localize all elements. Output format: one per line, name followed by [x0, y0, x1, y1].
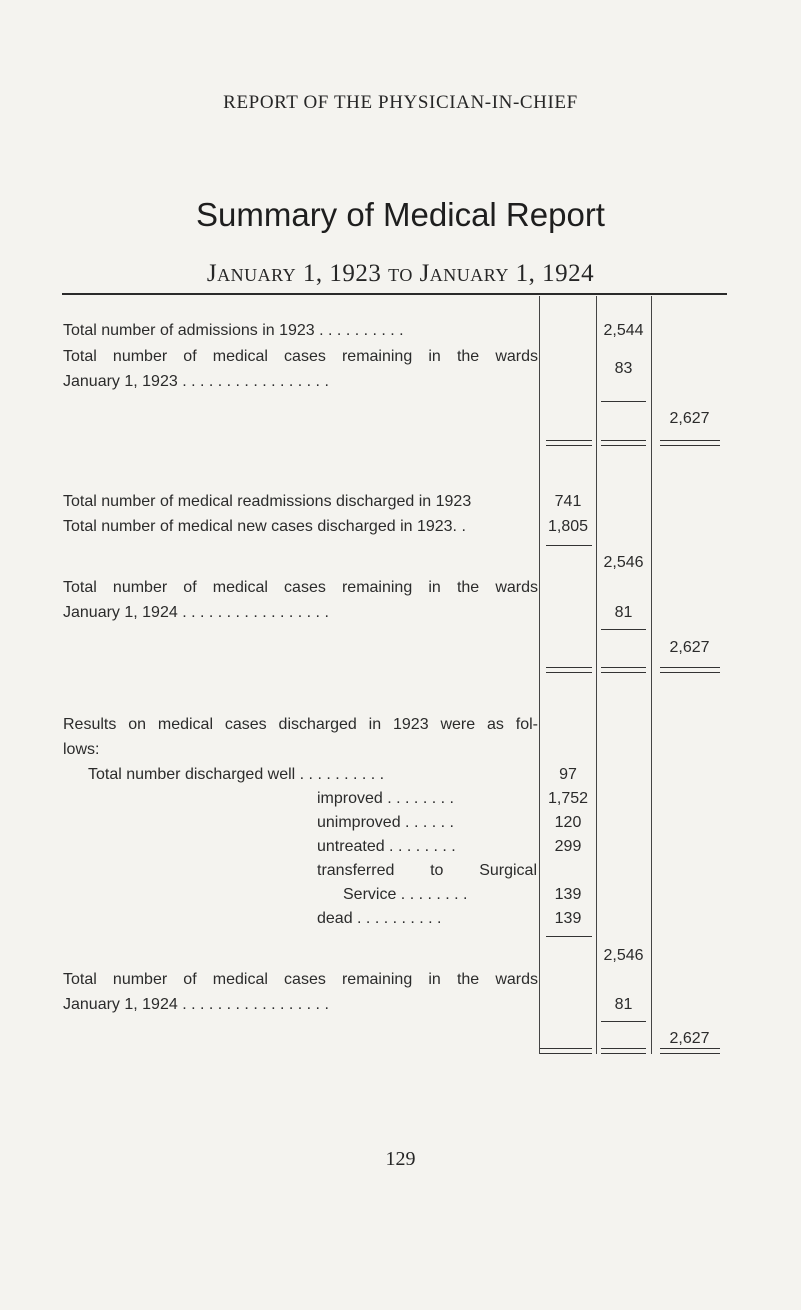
unimproved-value: 120 — [554, 814, 582, 831]
remaining-1924-value: 81 — [614, 604, 633, 621]
improved-value: 1,752 — [547, 790, 589, 807]
new-cases-label: Total number of medical new cases discharged in 1923. . — [63, 518, 466, 535]
page-title: Summary of Medical Report — [196, 196, 605, 233]
admissions-label: Total number of admissions in 1923 . . . . . . . . . . — [63, 322, 404, 339]
transferred-value: 139 — [554, 886, 582, 903]
running-header: REPORT OF THE PHYSICIAN-IN-CHIEF — [223, 92, 578, 113]
admissions-value: 2,544 — [603, 322, 644, 339]
total-rule — [601, 667, 646, 673]
dead-label: dead . . . . . . . . . . — [317, 910, 442, 927]
transferred-label-line1: transferred to Surgical — [317, 862, 537, 879]
total-rule — [601, 440, 646, 446]
total-rule — [660, 440, 720, 446]
section2-total: 2,627 — [669, 639, 710, 656]
subtotal-rule — [601, 629, 646, 630]
remaining-1923-label-line1: Total number of medical cases remaining in the wards — [63, 348, 538, 365]
new-cases-value: 1,805 — [547, 518, 589, 535]
untreated-value: 299 — [554, 838, 582, 855]
subtotal-rule — [601, 1021, 646, 1022]
dead-value: 139 — [554, 910, 582, 927]
results-remaining-label-line1: Total number of medical cases remaining in the wards — [63, 971, 538, 988]
total-rule — [546, 440, 592, 446]
discharged-well-value: 97 — [559, 766, 577, 783]
results-remaining-value: 81 — [614, 996, 633, 1013]
remaining-1924-label-line2: January 1, 1924 . . . . . . . . . . . . . . . . . — [63, 604, 329, 621]
top-rule — [62, 293, 727, 295]
summary-table — [0, 296, 801, 1056]
unimproved-label: unimproved . . . . . . — [317, 814, 454, 831]
results-remaining-label-line2: January 1, 1924 . . . . . . . . . . . . . . . . . — [63, 996, 329, 1013]
remaining-1924-label-line1: Total number of medical cases remaining in the wards — [63, 579, 538, 596]
subtotal-rule — [546, 545, 592, 546]
results-discharged-sum: 2,546 — [603, 947, 644, 964]
total-rule — [601, 1048, 646, 1054]
readmissions-value: 741 — [554, 493, 582, 510]
total-rule — [660, 667, 720, 673]
discharged-sum: 2,546 — [603, 554, 644, 571]
remaining-1923-value: 83 — [614, 360, 633, 377]
results-intro-line2: lows: — [63, 741, 100, 758]
section1-total: 2,627 — [669, 410, 710, 427]
section3-total: 2,627 — [669, 1030, 710, 1047]
total-rule — [660, 1048, 720, 1054]
untreated-label: untreated . . . . . . . . — [317, 838, 456, 855]
remaining-1923-label-line2: January 1, 1923 . . . . . . . . . . . . . . . . . — [63, 373, 329, 390]
page-number: 129 — [385, 1148, 416, 1170]
column-divider — [596, 296, 597, 1054]
transferred-label-line2: Service . . . . . . . . — [343, 886, 468, 903]
results-intro-line1: Results on medical cases discharged in 1923 were as fol- — [63, 716, 538, 733]
subtotal-rule — [601, 401, 646, 402]
date-range-subtitle: January 1, 1923 to January 1, 1924 — [206, 260, 595, 287]
discharged-well-label: Total number discharged well . . . . . . . . . . — [88, 766, 385, 783]
total-rule — [540, 1048, 592, 1054]
subtotal-rule — [546, 936, 592, 937]
improved-label: improved . . . . . . . . — [317, 790, 454, 807]
total-rule — [546, 667, 592, 673]
readmissions-label: Total number of medical readmissions discharged in 1923 — [63, 493, 472, 510]
column-divider — [539, 296, 540, 1054]
